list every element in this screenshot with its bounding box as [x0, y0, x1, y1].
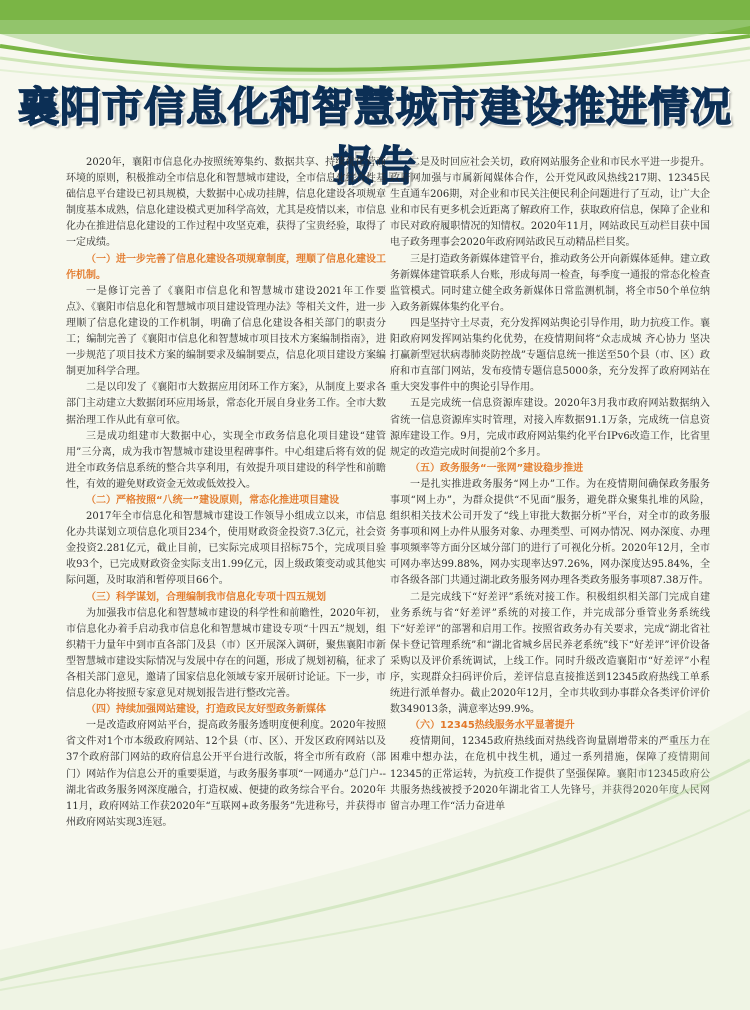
page-title: 襄阳市信息化和智慧城市建设推进情况报告 [18, 83, 732, 190]
left-column [66, 155, 386, 831]
section-4-paragraph-2: 二是及时回应社会关切，政府网站服务企业和市民水平进一步提升。政府网加强与市属新闻媒体合作，公开党风政风热线217期、12345民生直通车206期，对企业和市民关注便民利企问题进行了互动，让广大企业和市民有更多机会近距离了解政府工作，获取政府信息，保障了企业和市民对政府履职情况的知情权。2020年11月，网站政民互动栏目获中国电子政务理事会2020年政府网站政民互动精品栏目奖。 [390, 157, 710, 249]
section-4-paragraph-4: 四是坚持守土尽责，充分发挥网站舆论引导作用，助力抗疫工作。襄阳政府网发挥网站集约化优势，在疫情期间将“众志成城 齐心协力 坚决打赢新型冠状病毒肺炎防控战”专题信息统一推送至50个县（市、区）政府和市直部门网站，发布疫情专题信息5000条，充分发挥了政府网站在重大突发事件中的舆论引导作用。 [390, 317, 710, 394]
section-6-paragraph: 疫情期间，12345政府热线面对热线咨询量剧增带来的严重压力在困难中想办法，在危机中找生机，通过一系列措施，保障了疫情期间12345的正常运转，为抗疫工作提供了坚强保障。襄阳市12345政府公共服务热线被授予2020年湖北省工人先锋号，并获得2020年度人民网留言办理工作“活力奋进单 [390, 736, 710, 812]
section-4-paragraph-3: 三是打造政务新媒体建管平台，推动政务公开向新媒体延伸。建立政务新媒体建管联系人台账，形成每周一检查，每季度一通报的常态化检查监管模式。同时建立健全政务新媒体日常监测机制，将全市50个单位纳入政务新媒体集约化平台。 [390, 253, 710, 313]
section-3-paragraph: 为加强我市信息化和智慧城市建设的科学性和前瞻性，2020年初，市信息化办着手启动我市信息化和智慧城市建设专项“十四五”规划，组织精干力量年中到市直各部门及县（市）区开展深入调研，聚焦襄阳市新型智慧城市建设实际情况与发展中存在的问题，形成了规划初稿，征求了各相关部门意见，邀请了国家信息化领域专家开展研讨论证。下一步，市信息化办将按照专家意见对规划报告进行整改完善。 [66, 607, 386, 700]
section-4-paragraph-5: 五是完成统一信息资源库建设。2020年3月我市政府网站数据纳入省统一信息资源库实时管理，对接入库数据91.1万条，完成统一信息资源库建设工作。9月，完成市政府网站集约化平台IPv6改造工作，比省里规定的改造完成时间提前2个多月。 [390, 398, 710, 458]
section-5-paragraph-2: 二是完成线下“好差评”系统对接工作。积极组织相关部门完成自建业务系统与省“好差评”系统的对接工作，并完成部分垂管业务系统线下“好差评”的部署和启用工作。按照省政务办有关要求，完成“湖北省社保卡登记管理系统”和“湖北省城乡居民养老系统”线下“好差评”评价设备采购以及评价系统调试，上线工作。同时升级改造襄阳市“好差评”小程序，实现群众扫码评价后，差评信息直接推送到12345政府热线工单系统进行派单督办。截止2020年12月，全市共收到办事群众各类评价评价数349013条，满意率达99.9%。 [390, 591, 710, 716]
right-column [390, 155, 710, 815]
section-heading-2: （二）严格按照“八统一”建设原则，常态化推进项目建设 [86, 494, 340, 506]
section-heading-6: （六）12345热线服务水平显著提升 [410, 720, 575, 732]
section-4-paragraph-1: 一是改造政府网站平台，提高政务服务透明度便利度。2020年按照省文件对1个市本级政府网站、12个县（市、区）、开发区政府网站以及37个政府部门网站的政府信息公开平台进行改版，将全市所有政府（部门）网站作为信息公开的重要渠道，与政务服务事项“一网通办”总门户--湖北省政务服务网深度融合，打造权威、便捷的政务综合平台。2020年11月，政府网站工作获2020年“互联网+政务服务”先进称号，并获得市州政府网站实现3连冠。 [66, 720, 386, 828]
section-5-paragraph-1: 一是扎实推进政务服务“网上办”工作。为在疫情期间确保政务服务事项“网上办”，为群众提供“不见面”服务，避免群众聚集扎堆的风险，组织相关技术公司开发了“线上审批大数据分析”平台，对全市的政务服务事项和网上办件从服务对象、办理类型、可网办情况、网办深度、办理事项频率等方面分区域分部门的进行了可视化分析。2020年12月，全市可网办率达99.88%，网办实现率达97.26%，网办深度达95.84%，全市各级各部门共通过湖北政务服务网办理各类政务服务事项87.38万件。 [390, 478, 710, 587]
section-heading-1: （一）进一步完善了信息化建设各项规章制度，理顺了信息化建设工作机制。 [66, 253, 386, 281]
section-1-paragraph-2: 二是以印发了《襄阳市大数据应用闭环工作方案》，从制度上要求各部门主动建立大数据闭环应用场景，常态化开展自身业务工作。全市大数据治理工作从此有章可依。 [66, 382, 386, 426]
section-1-paragraph-3: 三是成功组建市大数据中心，实现全市政务信息化项目建设“建管用”三分离，成为我市智慧城市建设里程碑事件。中心组建后将有效的促进全市政务信息系统的整合共享利用，有效提升项目建设的科学性和前瞻性，有效的避免财政资金无效或低效投入。 [66, 430, 386, 490]
section-2-paragraph: 2017年全市信息化和智慧城市建设工作领导小组成立以来，市信息化办共谋划立项信息化项目234个，使用财政资金投资7.3亿元，社会资金投资2.281亿元，截止目前，已实际完成项目招标75个，完成项目验收93个，已完成财政资金实际支出1.99亿元，因上级政策变动或其他实际问题，及时取消和暂停项目66个。 [66, 511, 386, 587]
section-heading-4: （四）持续加强网站建设，打造政民友好型政务新媒体 [86, 704, 326, 716]
section-heading-3: （三）科学谋划，合理编制我市信息化专项十四五规划 [86, 591, 326, 603]
section-1-paragraph-1: 一是修订完善了《襄阳市信息化和智慧城市建设2021年工作要点》、《襄阳市信息化和智慧城市项目建设管理办法》等相关文件，进一步理顺了信息化建设的工作机制，明确了信息化建设各相关部门的职责分工；编制完善了《襄阳市信息化和智慧城市项目技术方案编制指南》，进一步规范了项目技术方案的编制要求及编制要点，信息化项目建设方案编制更加科学合理。 [66, 285, 386, 378]
intro-paragraph: 2020年，襄阳市信息化办按照统筹集约、数据共享、持续优化营商环境的原则，积极推动全市信息化和智慧城市建设，全市信息化综合性基础信息平台建设已初具规模，大数据中心成功挂牌，信息化建设各项规章制度基本成熟，信息化建设模式更加科学高效，尤其是疫情以来，市信息化办在推进信息化建设的工作过程中攻坚克难，获得了宝贵经验，取得了一定成绩。 [66, 157, 386, 249]
section-heading-5: （五）政务服务“一张网”建设稳步推进 [410, 462, 584, 474]
